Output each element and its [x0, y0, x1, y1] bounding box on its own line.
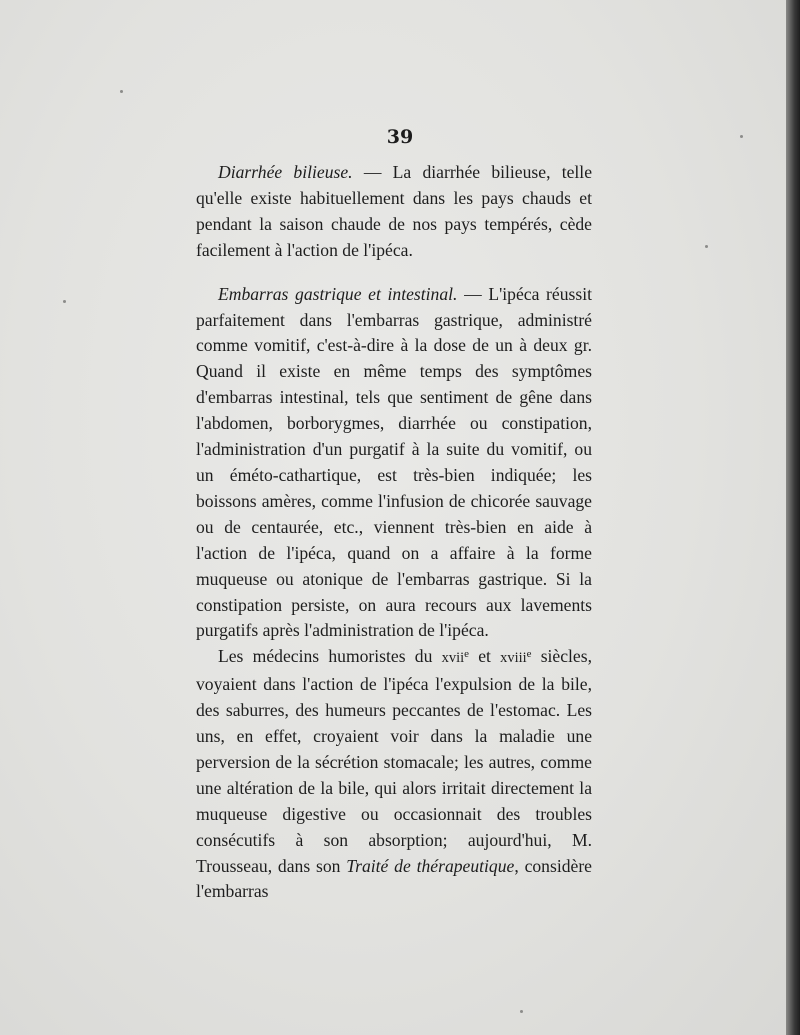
paper-speck: [520, 1010, 523, 1013]
century-superscript: e: [464, 648, 469, 661]
paper-speck: [120, 90, 123, 93]
paragraph-text: siècles, voyaient dans l'action de l'ipéca l'expulsion de la bile, des saburres, des humeurs peccantes de l'estomac. Les uns, en effet, croyaient voir dans la maladie une perversion de la sécrétion stomacale; les autres, comme une altération de la bile, qui alors irritait directement la muqueuse digestive ou occasionnait des troubles consécutifs à son absorption; aujourd'hui, M. Trousseau, dans son: [196, 646, 592, 876]
century-superscript: e: [526, 648, 532, 661]
paragraph-text: — L'ipéca réussit parfaitement dans l'embarras gastrique, administré comme vomitif, c'est-à-dire à la dose de un à deux gr. Quand il existe en même temps des symptômes d'embarras intestinal, tels que sentiment de gêne dans l'abdomen, borborygmes, diarrhée ou constipation, l'administration d'un purgatif à la suite du vomitif, ou un éméto-cathartique, est très-bien indiquée; les boissons amères, comme l'infusion de chicorée sauvage ou de centaurée, etc., viennent très-bien en aide à l'action de l'ipéca, quand on a affaire à la forme muqueuse ou atonique de l'embarras gastrique. Si la constipation persiste, on aura recours aux lavements purgatifs après l'administration de l'ipéca.: [196, 283, 592, 641]
paragraph-text: et: [468, 646, 501, 667]
paragraph-diarrhee-bilieuse: [196, 160, 592, 264]
book-title: Traité de thérapeutique: [346, 855, 515, 876]
paper-speck: [63, 300, 66, 303]
paragraph-embarras-gastrique: [196, 282, 592, 645]
section-heading: Embarras gastrique et intestinal.: [218, 283, 458, 304]
section-heading: Diarrhée bilieuse.: [218, 162, 353, 182]
paragraph-text: — La diarrhée bilieuse, telle qu'elle existe habituellement dans les pays chauds et pendant la saison chaude de nos pays tempérés, cède facilement à l'action de l'ipéca.: [196, 162, 593, 260]
paragraph-text: Les médecins humoristes du: [218, 646, 442, 667]
page-edge-shadow: [786, 0, 800, 1035]
paragraph-medecins-humoristes: [196, 644, 592, 905]
page-number: 39: [386, 126, 414, 148]
paragraph-text: , considère l'embarras: [196, 855, 592, 902]
paper-speck: [705, 245, 708, 248]
century-numeral: xvii: [441, 650, 465, 667]
century-numeral: xviii: [500, 650, 527, 667]
body-text: [196, 160, 592, 905]
